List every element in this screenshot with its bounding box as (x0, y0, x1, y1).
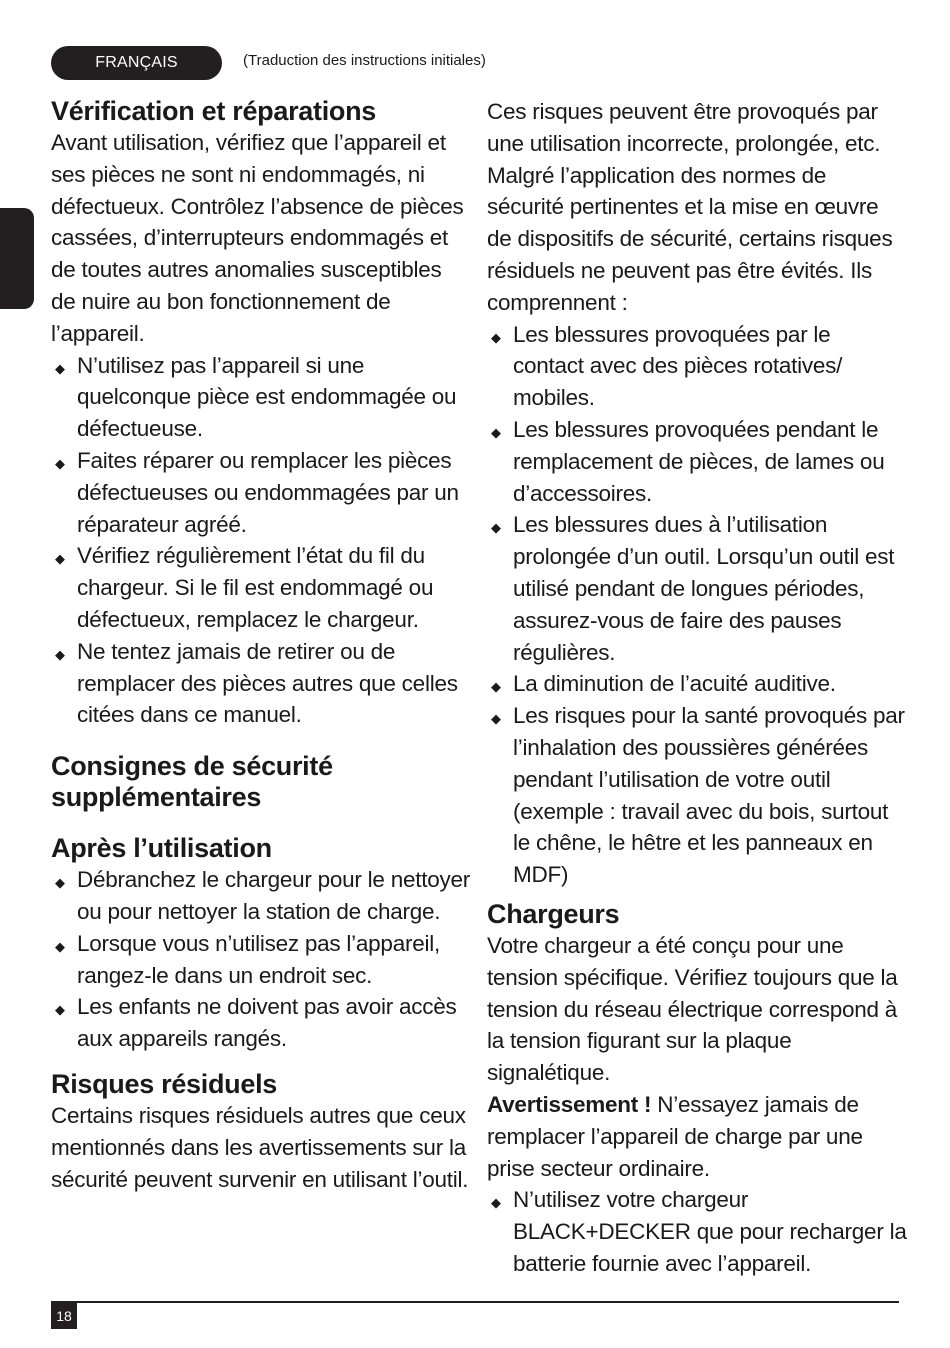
section-title-risques: Risques résiduels (51, 1068, 277, 1099)
diamond-bullet-icon: ◆ (491, 1195, 501, 1211)
diamond-bullet-icon: ◆ (55, 551, 65, 567)
list-item: ◆ Les enfants ne doivent pas avoir accès aux appareils rangés. (51, 991, 471, 1055)
list-item: ◆ Lorsque vous n’utilisez pas l’appareil, rangez-le dans un endroit sec. (51, 928, 471, 992)
list-item: ◆ Les blessures provoquées pendant le remplacement de pièces, de lames ou d’accessoires. (487, 414, 907, 509)
page-number: 18 (51, 1303, 77, 1329)
risques-continued-intro: Ces risques peuvent être provoqués par une utilisation incorrecte, prolongée, etc. Malgré l’application des normes de sécurité pertinentes et la mise en œuvre de dispositifs de sécurité, certains risques résiduels ne peuvent pas être évités. Ils comprennent : (487, 99, 893, 315)
list-item: ◆ Les risques pour la santé provoqués par l’inhalation des poussières générées pendant l’utilisation de votre outil (exemple : travail avec du bois, surtout le chêne, le hêtre et les panneaux en MDF) (487, 700, 907, 891)
list-item: ◆ La diminution de l’acuité auditive. (487, 668, 907, 700)
diamond-bullet-icon: ◆ (55, 938, 65, 954)
language-label: FRANÇAIS (95, 54, 178, 71)
diamond-bullet-icon: ◆ (491, 679, 501, 695)
chargeurs-warning (487, 1089, 907, 1184)
list-item: ◆ N’utilisez votre chargeur BLACK+DECKER que pour recharger la batterie fournie avec l’appareil. (487, 1184, 907, 1279)
diamond-bullet-icon: ◆ (491, 424, 501, 440)
section-title-chargeurs: Chargeurs (487, 898, 620, 929)
section-edge-tab (0, 208, 34, 309)
diamond-bullet-icon: ◆ (55, 1002, 65, 1018)
diamond-bullet-icon: ◆ (55, 360, 65, 376)
section-title-apres: Après l’utilisation (51, 833, 272, 864)
diamond-bullet-icon: ◆ (491, 520, 501, 536)
list-item: ◆ N’utilisez pas l’appareil si une quelconque pièce est endommagée ou défectueuse. (51, 350, 471, 445)
diamond-bullet-icon: ◆ (55, 646, 65, 662)
section-title-consignes: Consignes de sécurité supplémentaires (51, 751, 333, 813)
warning-text: N’essayez jamais de remplacer l’appareil de charge par une prise secteur ordinaire. (487, 1091, 863, 1181)
diamond-bullet-icon: ◆ (55, 455, 65, 471)
list-item: ◆ Les blessures provoquées par le contact avec des pièces rotatives/ mobiles. (487, 319, 907, 414)
risques-list (487, 319, 907, 891)
list-item: ◆ Ne tentez jamais de retirer ou de remplacer des pièces autres que celles citées dans ce manuel. (51, 636, 471, 731)
apres-list (51, 864, 471, 1055)
list-item: ◆ Faites réparer ou remplacer les pièces défectueuses ou endommagées par un réparateur agréé. (51, 445, 471, 540)
warning-label: Avertissement ! (487, 1091, 652, 1117)
diamond-bullet-icon: ◆ (491, 329, 501, 345)
section-title-verification: Vérification et réparations (51, 96, 376, 126)
chargeurs-intro: Votre chargeur a été conçu pour une tension spécifique. Vérifiez toujours que la tension du réseau électrique correspond à la tension figurant sur la plaque signalétique. (487, 932, 898, 1086)
chargeurs-list (487, 1184, 907, 1279)
diamond-bullet-icon: ◆ (491, 711, 501, 727)
verification-intro: Avant utilisation, vérifiez que l’appareil et ses pièces ne sont ni endommagés, ni défectueux. Contrôlez l’absence de pièces cassées, d’interrupteurs endommagés et de toutes autres anomalies susceptibles de nuire au bon fonctionnement de l’appareil. (51, 130, 464, 346)
left-column (51, 96, 471, 1195)
diamond-bullet-icon: ◆ (55, 875, 65, 891)
list-item: ◆ Vérifiez régulièrement l’état du fil du chargeur. Si le fil est endommagé ou défectueux, remplacez le chargeur. (51, 540, 471, 635)
risques-intro: Certains risques résiduels autres que ceux mentionnés dans les avertissements sur la sécurité peuvent survenir en utilisant l’outil. (51, 1102, 469, 1192)
list-item: ◆ Débranchez le chargeur pour le nettoyer ou pour nettoyer la station de charge. (51, 864, 471, 928)
language-badge (51, 46, 222, 80)
right-column (487, 96, 907, 1280)
footer-rule (51, 1301, 899, 1303)
verification-list (51, 350, 471, 732)
header-subtitle: (Traduction des instructions initiales) (243, 52, 486, 69)
list-item: ◆ Les blessures dues à l’utilisation prolongée d’un outil. Lorsqu’un outil est utilisé pendant de longues périodes, assurez-vous de faire des pauses régulières. (487, 509, 907, 668)
